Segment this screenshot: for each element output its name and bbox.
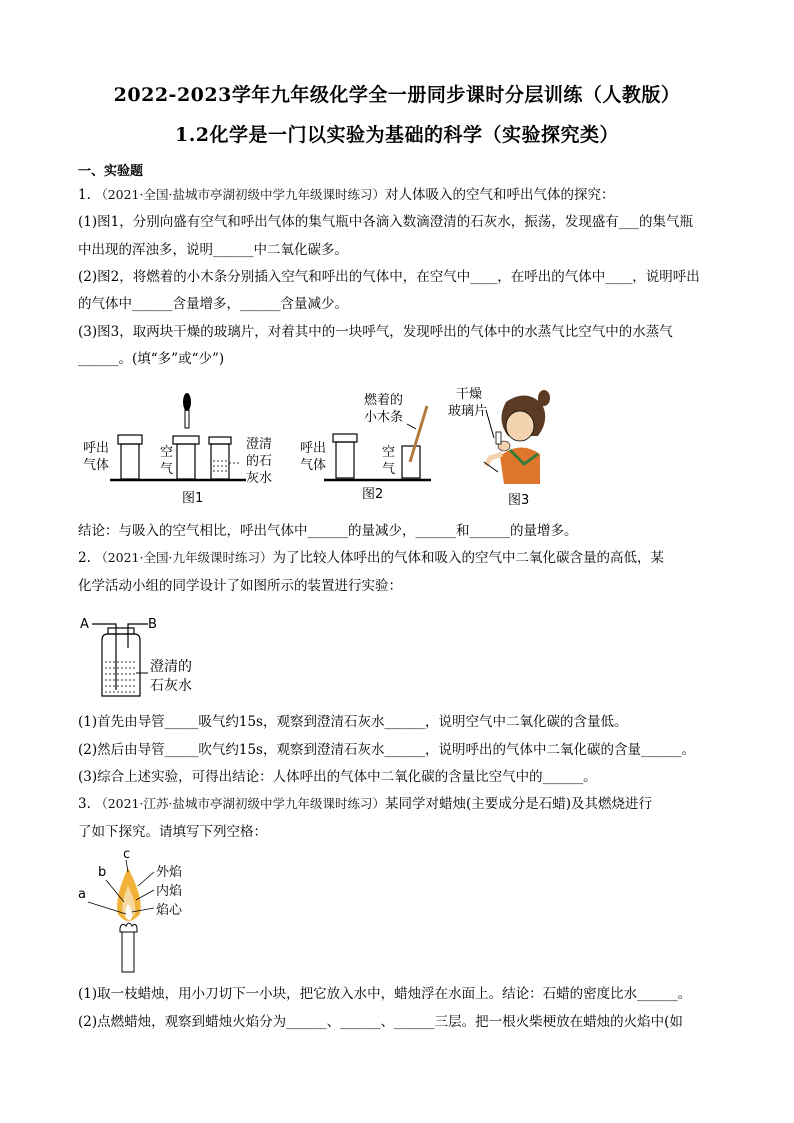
q1-source: （2021·全国·盐城市亭湖初级中学九年级课时练习） [95,187,385,202]
fig1-label-air-1: 空 [160,445,174,460]
fig2-label-exhaled-1: 呼出 [300,441,327,456]
fig1-bottle-exhaled [118,435,142,479]
fig1-label-lime-3: 灰水 [246,471,273,486]
figure-1-lime-water [78,384,288,510]
burning-stick-icon [407,406,427,462]
q3-fig-label-b: b [98,865,107,880]
q2-number: 2. [78,550,91,566]
candle-body [120,923,137,972]
q1-number: 1. [78,187,91,203]
q3-fig-label-outer: 外焰 [156,865,183,880]
q1-part1-line2: 中出现的浑浊多，说明______中二氧化碳多。 [78,242,348,258]
dropper-icon [183,393,191,428]
q2-part1: (1)首先由导管_____吸气约15s，观察到澄清石灰水______，说明空气中二氧化碳的含量低。 [78,714,628,730]
fig3-label-2: 玻璃片 [448,404,488,419]
fig1-bottle-limewater [209,437,231,479]
fig1-bottle-air [173,436,199,479]
fig2-label-air-1: 空 [382,445,396,460]
q2-stem-line2: 化学活动小组的同学设计了如图所示的装置进行实验： [78,578,402,594]
q3-fig-label-c: c [123,847,131,862]
figure-q3-candle-flame [74,846,204,976]
q1-part2-line2: 的气体中______含量增多，______含量减少。 [78,296,348,312]
fig2-label-exhaled-2: 气体 [300,458,327,473]
q3-fig-label-inner: 内焰 [156,884,183,899]
q1-part1-line1: (1)图1，分别向盛有空气和呼出气体的集气瓶中各滴入数滴澄清的石灰水，振荡，发现盛有___的集气瓶 [78,214,693,230]
document-subtitle: 1.2化学是一门以实验为基础的科学（实验探究类） [174,124,620,146]
q2-fig-label-a: A [80,617,89,632]
q2-fig-label-b: B [148,617,157,632]
q3-fig-label-a: a [78,887,86,902]
q2-part3: (3)综合上述实验，可得出结论：人体呼出的气体中二氧化碳的含量比空气中的______。 [78,769,597,785]
candle-flame-icon [117,868,141,921]
figure-3-girl-breathing [446,384,556,510]
fig1-label-lime-2: 的石 [246,454,273,469]
q3-stem-line2: 了如下探究。请填写下列空格： [78,824,267,840]
q1-part2-line1: (2)图2，将燃着的小木条分别插入空气和呼出的气体中，在空气中____，在呼出的气体中____，说明呼出 [78,269,700,285]
fig2-label-air-2: 气 [382,462,396,477]
fig2-caption: 图2 [362,487,384,502]
q3-number: 3. [78,796,91,812]
q1-part3-line2: ______。(填“多”或“少”) [78,351,225,367]
fig3-label-1: 干燥 [456,387,483,402]
q1-conclusion: 结论：与吸入的空气相比，呼出气体中______的量减少，______和______的量增多。 [78,523,578,539]
q2-source: （2021·全国·九年级课时练习） [95,550,273,565]
q2-part2: (2)然后由导管_____吹气约15s，观察到澄清石灰水______，说明呼出的气体中二氧化碳的含量______。 [78,742,695,758]
q2-stem-line1 [78,548,718,568]
figure-q2-gas-bottle [78,610,218,700]
document-title: 2022-2023学年九年级化学全一册同步课时分层训练（人教版） [113,84,681,106]
q1-stem-line [78,185,718,205]
fig2-bottle-exhaled [333,434,357,478]
q3-source: （2021·江苏·盐城市亭湖初级中学九年级课时练习） [95,796,385,811]
q3-stem-a: 某同学对蜡烛(主要成分是石蜡)及其燃烧进行 [384,796,652,812]
fig1-label-air-2: 气 [160,462,174,477]
q3-part2: (2)点燃蜡烛，观察到蜡烛火焰分为______、______、______三层。把一根火柴梗放在蜡烛的火焰中(如 [78,1014,683,1030]
fig2-label-stick-2: 小木条 [364,410,404,425]
fig3-caption: 图3 [508,493,530,508]
section-heading: 一、实验题 [78,164,144,179]
q2-limewater-liquid [105,662,137,692]
q1-stem: 对人体吸入的空气和呼出气体的探究： [384,187,615,203]
q2-fig-label-lime-1: 澄清的 [150,659,192,675]
q3-part1: (1)取一枝蜡烛，用小刀切下一小块，把它放入水中，蜡烛浮在水面上。结论：石蜡的密度比水______。 [78,986,692,1002]
q1-part3-line1: (3)图3，取两块干燥的玻璃片，对着其中的一块呼气，发现呼出的气体中的水蒸气比空气中的水蒸气 [78,324,673,340]
fig1-label-lime-1: 澄清 [246,437,273,452]
fig1-limewater-liquid [213,461,240,471]
fig1-label-exhaled-1: 呼出 [83,441,110,456]
wash-bottle-icon [92,624,148,696]
fig1-label-exhaled-2: 气体 [83,458,110,473]
fig1-caption: 图1 [182,491,204,506]
fig2-label-stick-1: 燃着的 [364,393,404,408]
figure-2-burning-stick [296,384,446,510]
q3-fig-label-core: 焰心 [156,903,183,918]
q3-stem-line1 [78,794,718,814]
q2-stem-a: 为了比较人体呼出的气体和吸入的空气中二氧化碳含量的高低，某 [272,550,664,566]
q2-fig-label-lime-2: 石灰水 [150,678,192,694]
